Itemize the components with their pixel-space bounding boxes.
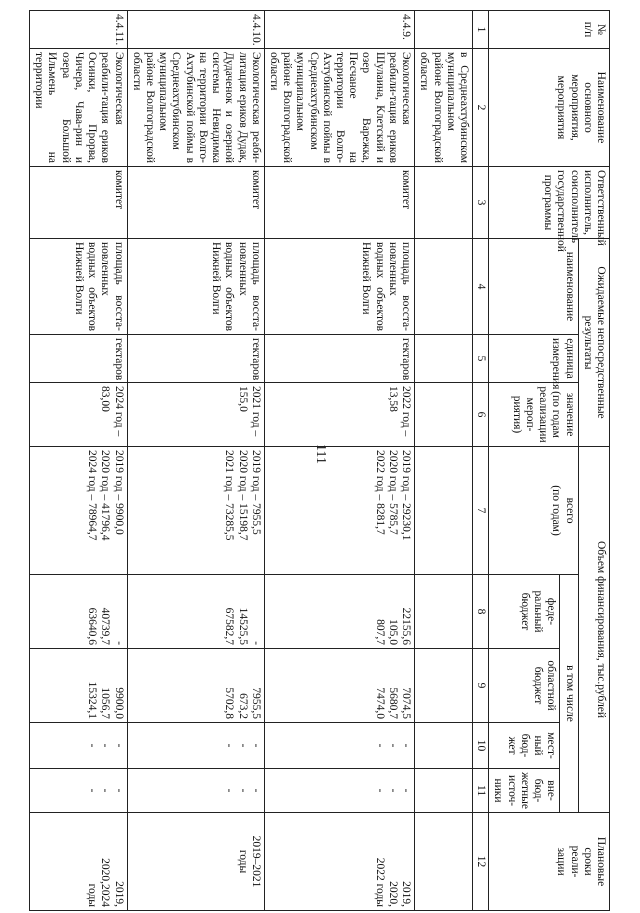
rotated-table-container (20, 10, 610, 910)
table-row (30, 11, 128, 911)
row-terms: 2019–2021 годы (127, 813, 264, 911)
row-regional: 7955,5 673,2 5702,8 (127, 649, 264, 723)
row-terms: 2019, 2020, 2022 годы (264, 813, 414, 911)
header-incl: в том числе (560, 575, 578, 813)
col-number: 10 (473, 723, 489, 769)
row-value: 2021 год – 155,0 (127, 383, 264, 447)
row-total: 2019 год – 9900,0 2020 год – 41796,4 2024 год – 78964,7 (30, 447, 128, 575)
header-expected: Ожидаемые непосредственные результаты (578, 239, 609, 447)
table-header (473, 11, 610, 911)
row-name: Экологическая реаби-литация ериков Дудак, Дудаченок и озерной системы Невидимка на территории Волго-Ахтубинской поймы в Среднеахтубинском муниципальном районе Волгоградской области (127, 49, 264, 167)
col-number: 3 (473, 167, 489, 239)
header-extra: вне- бюд- жетные источ- ники (489, 769, 560, 813)
row-federal: - 14525,5 67582,7 (127, 575, 264, 649)
table-row (127, 11, 264, 911)
col-number: 2 (473, 49, 489, 167)
column-numbers-row (473, 11, 489, 911)
row-responsible: комитет (30, 167, 128, 239)
row-unit: гектаров (264, 335, 414, 383)
col-number: 11 (473, 769, 489, 813)
header-total: всего (по годам) (489, 447, 578, 575)
col-number: 7 (473, 447, 489, 575)
table-row (415, 11, 473, 911)
header-responsible: Ответственный исполнитель, соисполнитель государственной программы (489, 167, 610, 239)
header-funding: Объем финансирования, тыс.рублей (578, 447, 609, 813)
row-local: - - - (30, 723, 128, 769)
col-number: 9 (473, 649, 489, 723)
row-federal: - 40739,7 63640,6 (30, 575, 128, 649)
row-unit: гектаров (127, 335, 264, 383)
header-exp-unit: единица измерения (489, 335, 578, 383)
row-number: 4.4.9. (264, 11, 414, 49)
row-number: 4.4.11. (30, 11, 128, 49)
row-regional: 7074,5 5680,7 7474,0 (264, 649, 414, 723)
row-value: 2022 год – 13,58 (264, 383, 414, 447)
row-extra: - - - (127, 769, 264, 813)
header-exp-name: наименование (489, 239, 578, 335)
row-name: Экологическая реабили-тация ериков Осинки, Прорва, Чичера, Чава-рин и озера Большой Ильмень на территории (30, 49, 128, 167)
row-value: 2024 год – 83,00 (30, 383, 128, 447)
row-local: - - - (264, 723, 414, 769)
col-number: 8 (473, 575, 489, 649)
row-extra: - - - (30, 769, 128, 813)
row-responsible: комитет (127, 167, 264, 239)
header-federal: феде- ральный бюджет (489, 575, 560, 649)
col-number: 4 (473, 239, 489, 335)
row-regional: 9900,0 1056,7 15324,1 (30, 649, 128, 723)
row-result: площадь восста-новленных водных объектов Нижней Волги (30, 239, 128, 335)
header-regional: областной бюджет (489, 649, 560, 723)
row-total: 2019 год – 29230,1 2020 год – 5785,7 2022 год – 8281,7 (264, 447, 414, 575)
row-result: площадь восста-новленных водных объектов Нижней Волги (127, 239, 264, 335)
header-name: Наименование основного мероприятия, мероприятия (489, 49, 610, 167)
row-local: - - - (127, 723, 264, 769)
table-body (30, 11, 473, 911)
col-number: 6 (473, 383, 489, 447)
row-name: Экологическая реабили-тация ериков Шулаина, Клетский и озер Варежка, Песчаное на территории Волго-Ахтубинской поймы в Среднеахтубинском муниципальном районе Волгоградской области (264, 49, 414, 167)
header-exp-value: значение (по годам реализации мероп- риятия) (489, 383, 578, 447)
row-terms: 2019, 2020,2024 годы (30, 813, 128, 911)
row-unit: гектаров (30, 335, 128, 383)
row-responsible: комитет (264, 167, 414, 239)
table-row (264, 11, 414, 911)
header-n: № п/п (489, 11, 610, 49)
row-extra: - - - (264, 769, 414, 813)
page-number: 111 (313, 444, 328, 464)
col-number: 1 (473, 11, 489, 49)
row-total: 2019 год – 7955,5 2020 год – 15198,7 2021 год – 73285,5 (127, 447, 264, 575)
row-result: площадь восста-новленных водных объектов Нижней Волги (264, 239, 414, 335)
continuation-text: в Среднеахтубинском муниципальном районе Волгоградской области (415, 49, 473, 167)
header-local: мест- ный бюд- жет (489, 723, 560, 769)
row-number: 4.4.10. (127, 11, 264, 49)
header-terms: Плановые сроки реали- зации (489, 813, 610, 911)
col-number: 12 (473, 813, 489, 911)
col-number: 5 (473, 335, 489, 383)
financing-table (29, 10, 610, 911)
row-federal: 22155,6 105,0 807,7 (264, 575, 414, 649)
